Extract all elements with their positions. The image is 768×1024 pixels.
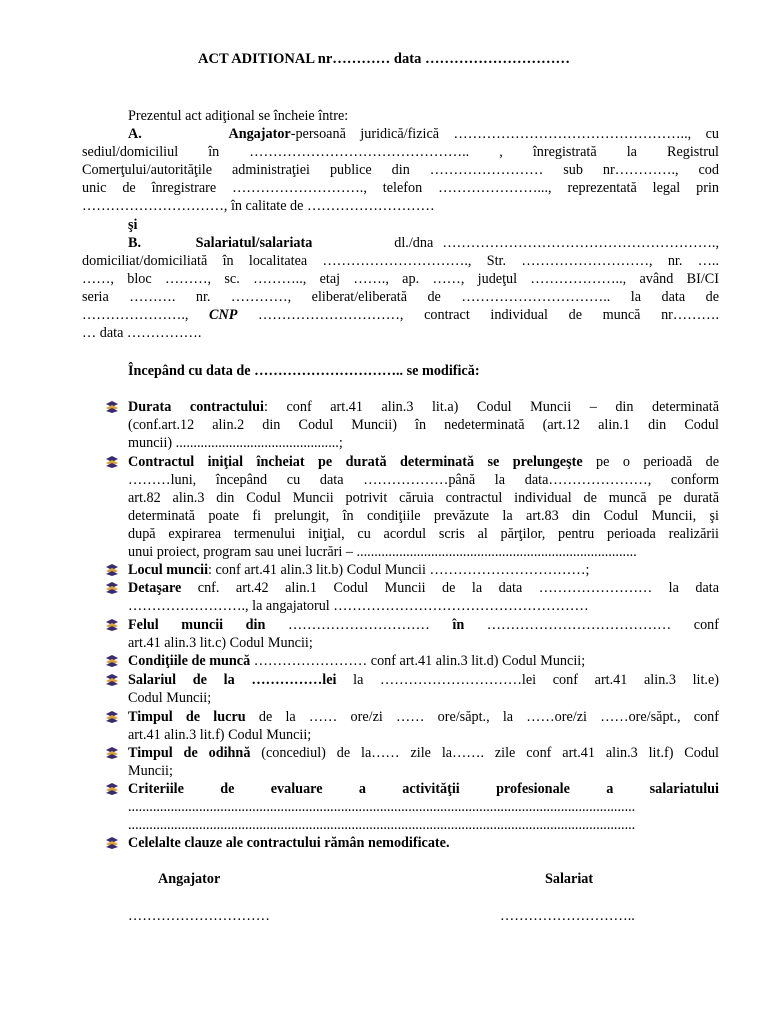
item-felul-end: ………………………………… conf bbox=[464, 617, 719, 633]
item-prelungire-line-5: după expirarea termenului iniţial, cu acordul scris al părţilor, pentru perioada realizării bbox=[128, 526, 719, 542]
item-salariul-label: Salariul de la ……………lei bbox=[128, 672, 337, 688]
arrow-bullet-icon bbox=[104, 581, 120, 595]
party-a-line-1-rest: -persoană juridică/fizică ………………………………………….., cu bbox=[290, 126, 719, 142]
item-timpul-odihna-label: Timpul de odihnă bbox=[128, 745, 251, 761]
arrow-bullet-icon bbox=[104, 673, 120, 687]
party-b-line-5 bbox=[82, 306, 719, 324]
item-durata-line-2: (conf.art.12 alin.2 din Codul Muncii) în nedeterminată (art.12 alin.1 din Codul bbox=[128, 417, 719, 433]
item-durata-line-1 bbox=[128, 398, 719, 416]
item-detasare-text: cnf. art.42 alin.1 Codul Muncii de la data …………………… la data bbox=[181, 580, 719, 596]
item-durata-text: : conf art.41 alin.3 lit.a) Codul Muncii – din determinată bbox=[263, 399, 719, 415]
arrow-bullet-icon bbox=[104, 618, 120, 632]
party-a-line-3: Comerţului/autorităţile administraţiei publice din …………………… sub nr…………., cod bbox=[82, 162, 719, 178]
item-timpul-lucru-text: de la …… ore/zi …… ore/săpt., la ……ore/zi ……ore/săpt., conf bbox=[245, 709, 719, 725]
party-b-letter: B. bbox=[128, 235, 142, 251]
party-b-line-3: ……, bloc ………, sc. ……….., etaj ……., ap. ……, judeţul ……………….., având BI/CI bbox=[82, 271, 719, 287]
item-locul-label: Locul muncii bbox=[128, 562, 209, 578]
item-conditii-label: Condiţiile de muncă bbox=[128, 653, 251, 669]
party-b-line-2: domiciliat/domiciliată în localitatea …………………………., Str. ………………………, nr. ….. bbox=[82, 253, 719, 269]
party-a-line-5: …………………………, în calitate de ……………………… bbox=[82, 198, 435, 214]
party-b-line-6: … data ……………. bbox=[82, 325, 202, 341]
item-detasare-label: Detaşare bbox=[128, 580, 182, 596]
item-criterii-label: Criteriile de evaluare a activităţii profesionale a salariatului bbox=[128, 781, 719, 797]
arrow-bullet-icon bbox=[104, 455, 120, 469]
item-salariul-text: la …………………………lei conf art.41 alin.3 lit.e) bbox=[336, 672, 719, 688]
arrow-bullet-icon bbox=[104, 710, 120, 724]
item-conditii-line bbox=[128, 652, 719, 670]
arrow-bullet-icon bbox=[104, 654, 120, 668]
item-timpul-lucru-line-1 bbox=[128, 708, 719, 726]
item-prelungire-label: Contractul iniţial încheiat pe durată determinată se prelungeşte bbox=[128, 454, 583, 470]
item-salariul-line-2: Codul Muncii; bbox=[128, 690, 212, 706]
cnp-label: CNP bbox=[209, 307, 238, 323]
item-conditii-text: …………………… conf art.41 alin.3 lit.d) Codul Muncii; bbox=[250, 653, 586, 669]
item-prelungire-line-2: ………luni, începând cu data ………………până la data…………………, conform bbox=[128, 472, 719, 488]
item-timpul-odihna-line-1 bbox=[128, 744, 719, 762]
item-timpul-lucru-label: Timpul de lucru bbox=[128, 709, 246, 725]
item-felul-line-1 bbox=[128, 616, 719, 634]
item-prelungire-line-4: determinată poate fi prelungit, în condiţiile prevăzute la art.83 din Codul Muncii, şi bbox=[128, 508, 719, 524]
item-prelungire-line-1 bbox=[128, 453, 719, 471]
item-felul-mid: ………………………… bbox=[265, 617, 453, 633]
arrow-bullet-icon bbox=[104, 563, 120, 577]
item-locul-line bbox=[128, 561, 719, 579]
item-prelungire-line-6: unui proiect, program sau unei lucrări – ............................................................................... bbox=[128, 544, 637, 560]
arrow-bullet-icon bbox=[104, 400, 120, 414]
item-felul-label: Felul muncii din bbox=[128, 617, 266, 633]
item-celelalte-label: Celelalte clauze ale contractului rămân nemodificate. bbox=[128, 835, 450, 851]
party-a-line-2: sediul/domiciliul în ……………………………………….. , înregistrată la Registrul bbox=[82, 144, 719, 160]
item-timpul-lucru-line-2: art.41 alin.3 lit.f) Codul Muncii; bbox=[128, 727, 312, 743]
party-b-line-1 bbox=[128, 234, 719, 252]
item-prelungire-line-3: art.82 alin.3 din Codul Muncii potrivit căruia contractul individual de muncă pe durată bbox=[128, 490, 719, 506]
document-title: ACT ADITIONAL nr………… data ………………………… bbox=[198, 51, 570, 67]
party-a-letter: A. bbox=[128, 126, 142, 142]
signature-salariat-label: Salariat bbox=[545, 871, 594, 887]
arrow-bullet-icon bbox=[104, 746, 120, 760]
arrow-bullet-icon bbox=[104, 836, 120, 850]
signature-salariat-line: ……………………….. bbox=[500, 908, 635, 924]
intro-text: Prezentul act adiţional se încheie între: bbox=[128, 108, 349, 124]
item-criterii-line-3: ............................................................................................................................................... bbox=[128, 817, 636, 833]
item-felul-line-2: art.41 alin.3 lit.c) Codul Muncii; bbox=[128, 635, 313, 651]
item-criterii-line-2: ............................................................................................................................................... bbox=[128, 799, 636, 815]
item-detasare-line-1 bbox=[128, 579, 719, 597]
party-b-label: Salariatul/salariata bbox=[195, 235, 313, 251]
party-b-line-1-rest: dl./dna …………………………………………………., bbox=[394, 235, 720, 251]
conjunction-si: şi bbox=[128, 217, 138, 233]
signature-angajator-label: Angajator bbox=[158, 871, 221, 887]
party-b-line-5-post: …………………………, contract individual de muncă nr………. bbox=[237, 307, 720, 323]
item-timpul-odihna-text: (concediul) de la…… zile la……. zile conf art.41 alin.3 lit.f) Codul bbox=[250, 745, 719, 761]
item-durata-label: Durata contractului bbox=[128, 399, 264, 415]
party-a-label: Angajator bbox=[228, 126, 291, 142]
item-salariul-line-1 bbox=[128, 671, 719, 689]
item-felul-in: în bbox=[452, 617, 465, 633]
arrow-bullet-icon bbox=[104, 782, 120, 796]
item-detasare-line-2: ……………………., la angajatorul ……………………………………………… bbox=[128, 598, 589, 614]
item-locul-text: : conf art.41 alin.3 lit.b) Codul Muncii ……………………………; bbox=[208, 562, 590, 578]
party-a-line-4: unic de înregistrare ………………………., telefon …………………..., reprezentată legal prin bbox=[82, 180, 719, 196]
party-a-line-1 bbox=[128, 125, 719, 143]
party-b-line-4: seria ………. nr. …………, eliberat/eliberată de ………………………….. la data de bbox=[82, 289, 719, 305]
item-durata-line-3: muncii) ..............................................; bbox=[128, 435, 343, 451]
party-b-line-5-pre: …………………., bbox=[82, 307, 210, 323]
signature-angajator-line: ………………………… bbox=[128, 908, 270, 924]
item-prelungire-text: pe o perioadă de bbox=[582, 454, 720, 470]
effective-date-heading: Începând cu data de ………………………….. se modifică: bbox=[128, 363, 480, 379]
item-timpul-odihna-line-2: Muncii; bbox=[128, 763, 173, 779]
